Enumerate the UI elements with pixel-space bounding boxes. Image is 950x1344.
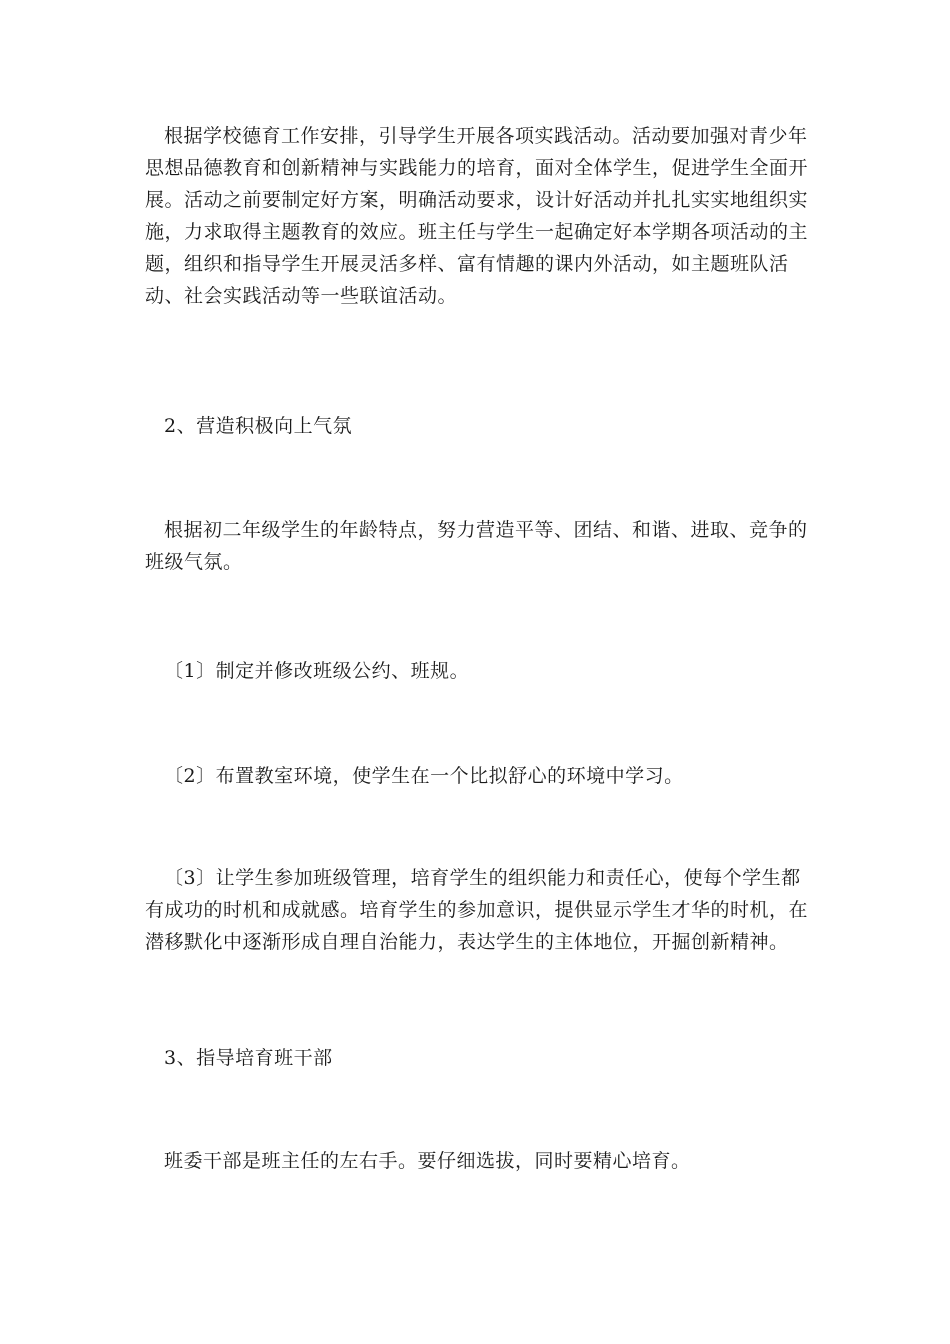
section-heading-class-cadres: 3、指导培育班干部 bbox=[164, 1047, 333, 1069]
list-item-1: 〔1〕制定并修改班级公约、班规。 bbox=[164, 660, 470, 682]
paragraph-class-atmosphere: 根据初二年级学生的年龄特点，努力营造平等、团结、和谐、进取、竞争的班级气氛。 bbox=[145, 519, 808, 573]
list-item-2: 〔2〕布置教室环境，使学生在一个比拟舒心的环境中学习。 bbox=[164, 765, 684, 787]
paragraph-practice-activities: 根据学校德育工作安排，引导学生开展各项实践活动。活动要加强对青少年思想品德教育和创新精神与实践能力的培育，面对全体学生，促进学生全面开展。活动之前要制定好方案，明确活动要求，设计好活动并扎扎实实地组织实施，力求取得主题教育的效应。班主任与学生一起确定好本学期各项活动的主题，组织和指导学生开展灵活多样、富有情趣的课内外活动，如主题班队活动、社会实践活动等一些联谊活动。 bbox=[145, 125, 809, 307]
list-item-3: 〔3〕让学生参加班级管理，培育学生的组织能力和责任心，使每个学生都有成功的时机和成就感。培育学生的参加意识，提供显示学生才华的时机，在潜移默化中逐渐形成自理自治能力，表达学生的主体地位，开掘创新精神。 bbox=[145, 867, 809, 953]
section-heading-atmosphere: 2、营造积极向上气氛 bbox=[164, 415, 353, 437]
paragraph-class-cadres: 班委干部是班主任的左右手。要仔细选拔，同时要精心培育。 bbox=[164, 1150, 691, 1172]
